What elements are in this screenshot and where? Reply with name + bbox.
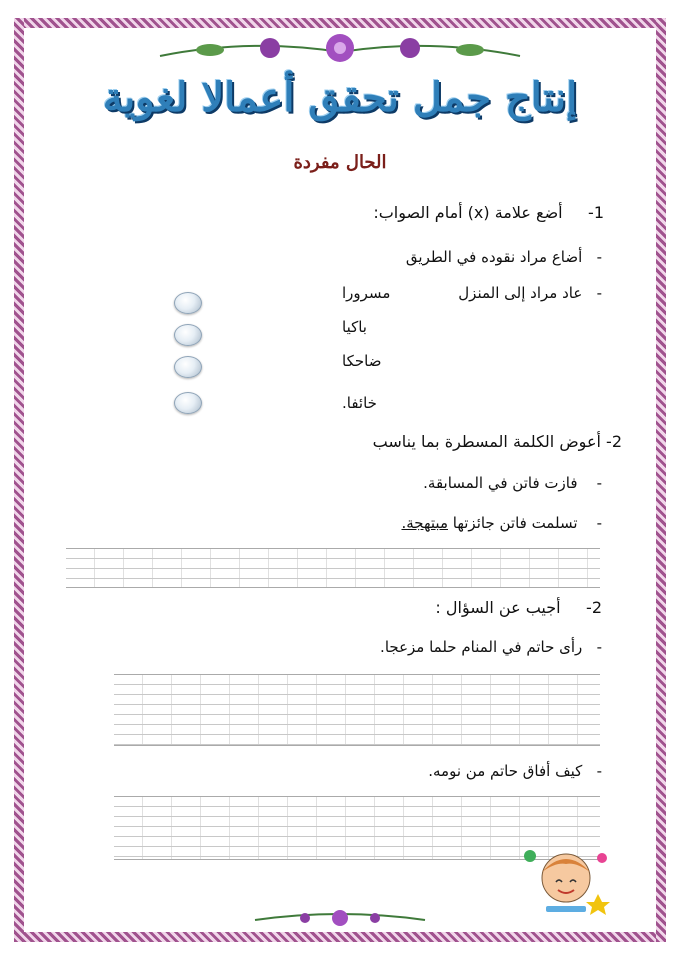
section1-sentence1: - أضاع مراد نقوده في الطريق xyxy=(405,248,602,266)
section2-sentence1: - فازت فاتن في المسابقة. xyxy=(423,474,602,492)
section1-instruction: أضع علامة (x) أمام الصواب: xyxy=(373,203,563,222)
answer-circle-1[interactable] xyxy=(174,292,202,314)
section3-instruction: أجيب عن السؤال : xyxy=(435,598,561,617)
section3-number: 2- xyxy=(586,598,602,617)
section1-heading xyxy=(373,203,604,222)
section2-heading xyxy=(373,432,622,451)
answer-circle-2[interactable] xyxy=(174,324,202,346)
section1-number: 1- xyxy=(588,203,604,222)
section1-sentence2-text: عاد مراد إلى المنزل xyxy=(458,284,583,302)
section2-dash: - xyxy=(596,514,602,532)
section1-sentence1-text: أضاع مراد نقوده في الطريق xyxy=(405,248,583,266)
section3-heading xyxy=(435,598,602,617)
section2-sentence2 xyxy=(401,514,602,532)
flower-garland-top-icon xyxy=(150,30,530,70)
section3-question-text: كيف أفاق حاتم من نومه. xyxy=(428,762,583,780)
page-title: إنتاج جمل تحقق أعمالا لغوية xyxy=(102,74,578,121)
option-khaifan: خائفا. xyxy=(342,394,377,412)
decorative-border-top xyxy=(14,18,666,28)
answer-circle-3[interactable] xyxy=(174,356,202,378)
flower-garland-bottom-icon xyxy=(250,906,430,930)
answer-writing-lines-2[interactable] xyxy=(114,674,600,746)
section2-instruction: أعوض الكلمة المسطرة بما يناسب xyxy=(372,432,601,451)
option-masrouran: مسرورا xyxy=(342,284,391,302)
decorative-border-bottom xyxy=(14,932,666,942)
section2-sentence1-text: فازت فاتن في المسابقة. xyxy=(423,474,578,492)
answer-circle-4[interactable] xyxy=(174,392,202,414)
section3-sentence1: - رأى حاتم في المنام حلما مزعجا. xyxy=(380,638,602,656)
underlined-word: مبتهجة. xyxy=(401,514,448,532)
page-subtitle: الحال مفردة xyxy=(293,152,387,173)
section1-sentence2: - عاد مراد إلى المنزل xyxy=(458,284,602,302)
child-mascot-icon xyxy=(516,838,616,918)
section3-question: - كيف أفاق حاتم من نومه. xyxy=(428,762,602,780)
option-bakiyan: باكيا xyxy=(342,318,367,336)
answer-writing-lines-1[interactable] xyxy=(66,548,600,588)
section3-sentence1-text: رأى حاتم في المنام حلما مزعجا. xyxy=(380,638,583,656)
section2-number: 2- xyxy=(606,432,622,451)
option-dahikan: ضاحكا xyxy=(342,352,382,370)
section2-sentence2-text: تسلمت فاتن جائزتها xyxy=(447,514,578,532)
